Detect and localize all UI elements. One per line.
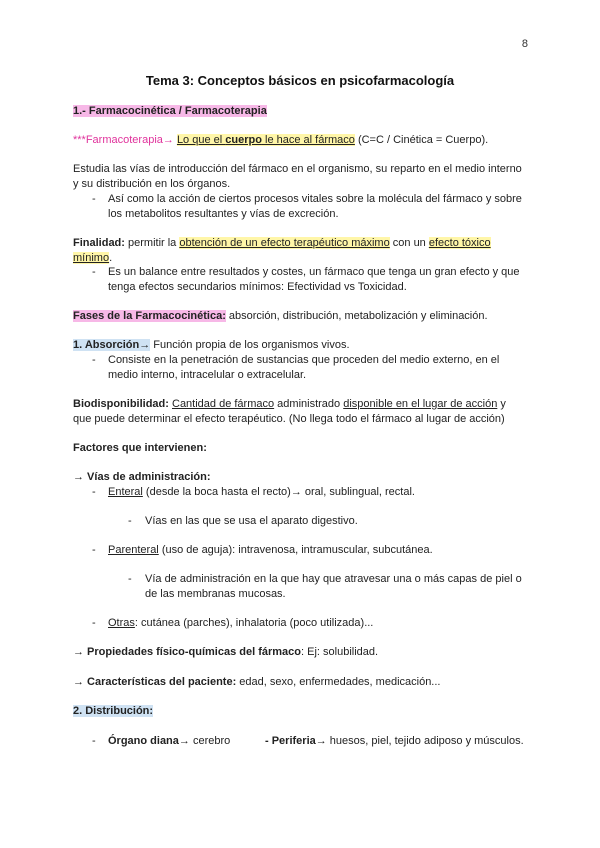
parenteral-label: Parenteral: [108, 544, 159, 556]
biodisponibilidad-label: Biodisponibilidad:: [73, 398, 169, 410]
section-heading-farmacocinetica: 1.- Farmacocinética / Farmacoterapia: [73, 105, 267, 117]
bullet-dash: -: [92, 193, 96, 205]
distribucion-heading: 2. Distribución:: [73, 705, 154, 717]
bullet-dash: -: [92, 735, 96, 747]
bullet-dash: -: [92, 354, 96, 366]
finalidad-line-1: Finalidad: permitir la obtención de un efecto terapéutico máximo con un efecto tóxico: [73, 237, 491, 249]
caracteristicas-label: → Características del paciente:: [73, 676, 237, 688]
propiedades-label: → Propiedades físico-químicas del fármaco: [73, 646, 302, 658]
bullet-dash: -: [92, 486, 96, 498]
fases-label: Fases de la Farmacocinética:: [73, 310, 226, 322]
enteral-label: Enteral: [108, 486, 143, 498]
organo-diana-item: Órgano diana→ cerebro: [108, 735, 231, 747]
parenteral-line: Parenteral (uso de aguja): intravenosa, intramuscular, subcutánea.: [108, 544, 433, 556]
factores-heading: Factores que intervienen:: [73, 442, 207, 454]
biodisponibilidad-line-1: Biodisponibilidad: Cantidad de fármaco administrado disponible en el lugar de acción y: [73, 398, 506, 410]
propiedades-line: → Propiedades físico-químicas del fármaco: Ej: solubilidad.: [73, 646, 379, 658]
absorcion-line: 1. Absorción→ Función propia de los organismos vivos.: [73, 339, 350, 351]
otras-line: Otras: cutánea (parches), inhalatoria (poco utilizada)...: [108, 617, 374, 629]
periferia-item: - Periferia→ huesos, piel, tejido adiposo y músculos.: [265, 735, 524, 747]
estudia-line-2: y su distribución en los órganos.: [73, 178, 231, 190]
absorcion-label: 1. Absorción: [73, 339, 140, 351]
parenteral-sub-line-1: Vía de administración en la que hay que atravesar una o más capas de piel o: [145, 573, 522, 585]
organo-diana-label: Órgano diana: [108, 735, 179, 747]
periferia-label: - Periferia: [265, 735, 316, 747]
estudia-bullet-line-2: los metabolitos resultantes y vías de excreción.: [108, 208, 339, 220]
farmacoterapia-line: ***Farmacoterapia→ Lo que el cuerpo le hace al fármaco (C=C / Cinética = Cuerpo).: [73, 134, 489, 146]
parenteral-sub-line-2: de las membranas mucosas.: [145, 588, 286, 600]
finalidad-line-2: mínimo.: [73, 252, 113, 264]
page-title: Tema 3: Conceptos básicos en psicofarmacología: [145, 73, 455, 88]
estudia-bullet-line-1: Así como la acción de ciertos procesos vitales sobre la molécula del fármaco y sobre: [108, 193, 522, 205]
biodisponibilidad-line-2: que puede determinar el efecto terapéutico. (No llega todo el fármaco al lugar de acción): [73, 413, 505, 425]
absorcion-bullet-line-1: Consiste en la penetración de sustancias que proceden del medio externo, en el: [108, 354, 500, 366]
estudia-line-1: Estudia las vías de introducción del fármaco en el organismo, su reparto en el medio interno: [73, 163, 522, 175]
bullet-dash: -: [128, 573, 132, 585]
enteral-line: Enteral (desde la boca hasta el recto)→ oral, sublingual, rectal.: [108, 486, 415, 498]
fases-line: Fases de la Farmacocinética: absorción, distribución, metabolización y eliminación.: [73, 310, 488, 322]
absorcion-bullet-line-2: medio interno, intracelular o extracelular.: [108, 369, 307, 381]
finalidad-label: Finalidad:: [73, 237, 125, 249]
farmacoterapia-label: ***Farmacoterapia: [73, 134, 163, 146]
finalidad-bullet-line-1: Es un balance entre resultados y costes, un fármaco que tenga un gran efecto y que: [108, 266, 520, 278]
bullet-dash: -: [92, 617, 96, 629]
bullet-dash: -: [92, 544, 96, 556]
caracteristicas-line: → Características del paciente: edad, sexo, enfermedades, medicación...: [73, 676, 441, 688]
enteral-sub: Vías en las que se usa el aparato digestivo.: [145, 515, 358, 527]
otras-label: Otras: [108, 617, 135, 629]
finalidad-bullet-line-2: tenga efectos secundarios mínimos: Efectividad vs Toxicidad.: [108, 281, 407, 293]
bullet-dash: -: [128, 515, 132, 527]
vias-heading: → Vías de administración:: [73, 471, 211, 483]
bullet-dash: -: [92, 266, 96, 278]
page-number: 8: [521, 38, 528, 50]
